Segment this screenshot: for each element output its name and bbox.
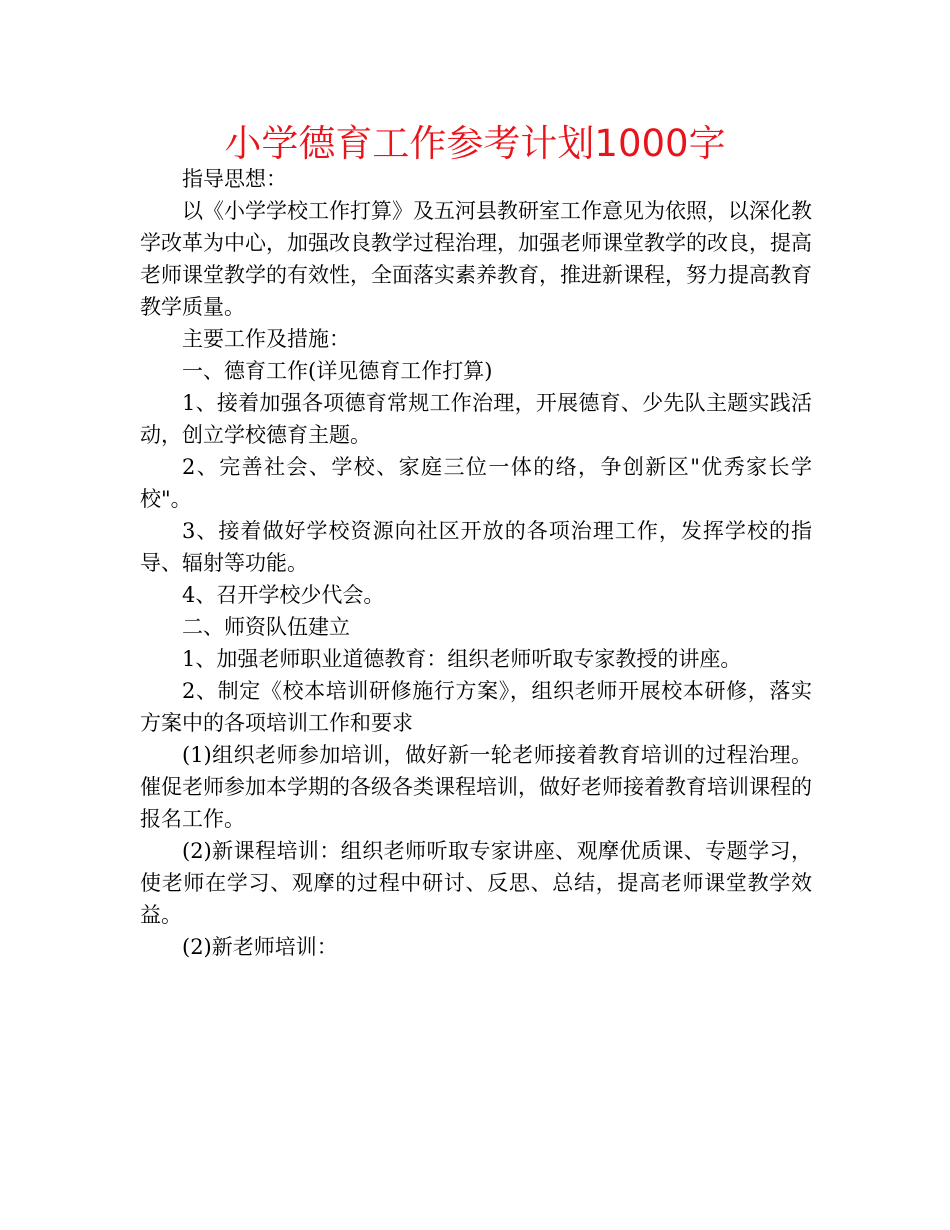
paragraph-subitem-1: (1)组织老师参加培训，做好新一轮老师接着教育培训的过程治理。催促老师参加本学期的各级各类课程培训，做好老师接着教育培训课程的报名工作。: [140, 743, 812, 831]
section-heading-moral-education: 一、德育工作(详见德育工作打算): [182, 359, 493, 383]
document-body: [140, 163, 812, 963]
document-title: 小学德育工作参考计划1000字: [224, 122, 726, 165]
paragraph-main-work-heading: 主要工作及措施：: [182, 327, 350, 351]
paragraph-subitem-2: (2)新课程培训：组织老师听取专家讲座、观摩优质课、专题学习，使老师在学习、观摩的过程中研讨、反思、总结，提高老师课堂教学效益。: [140, 839, 812, 927]
paragraph-item-4: 4、召开学校少代会。: [182, 583, 385, 607]
paragraph-guiding-ideology-heading: 指导思想：: [182, 167, 287, 191]
paragraph-item-2: 2、完善社会、学校、家庭三位一体的络，争创新区"优秀家长学校"。: [140, 455, 812, 511]
paragraph-item-3: 3、接着做好学校资源向社区开放的各项治理工作，发挥学校的指导、辐射等功能。: [140, 519, 812, 575]
section-heading-teacher-team: 二、师资队伍建立: [182, 615, 350, 639]
paragraph-teacher-item-1: 1、加强老师职业道德教育：组织老师听取专家教授的讲座。: [182, 647, 742, 671]
paragraph-item-1: 1、接着加强各项德育常规工作治理，开展德育、少先队主题实践活动，创立学校德育主题。: [140, 391, 812, 447]
paragraph-guiding-ideology: 以《小学学校工作打算》及五河县教研室工作意见为依照，以深化教学改革为中心，加强改良教学过程治理，加强老师课堂教学的改良，提高老师课堂教学的有效性，全面落实素养教育，推进新课程，努力提高教育教学质量。: [140, 199, 812, 319]
paragraph-subitem-2b: (2)新老师培训：: [182, 935, 338, 959]
paragraph-teacher-item-2: 2、制定《校本培训研修施行方案》，组织老师开展校本研修，落实方案中的各项培训工作和要求: [140, 679, 812, 735]
